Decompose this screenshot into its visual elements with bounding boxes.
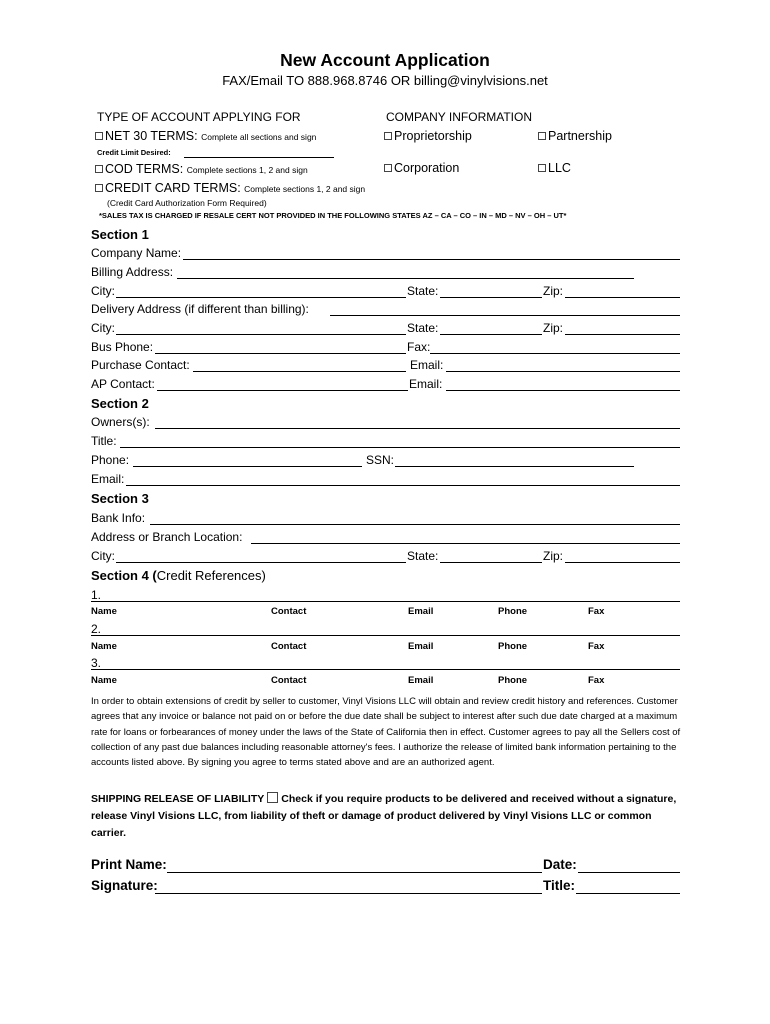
sales-tax-note: *SALES TAX IS CHARGED IF RESALE CERT NOT PROVIDED IN THE FOLLOWING STATES AZ – CA – CO – IN – MD – NV – OH – UT*	[99, 211, 567, 220]
ref1-field[interactable]	[91, 601, 680, 602]
date-label: Date:	[543, 857, 577, 872]
partnership-option[interactable]: Partnership	[538, 129, 612, 143]
purchase-email-field[interactable]	[446, 371, 680, 372]
llc-option[interactable]: LLC	[538, 161, 571, 175]
delivery-address-field[interactable]	[330, 315, 680, 316]
company-name-label: Company Name:	[91, 246, 182, 260]
page-title: New Account Application	[280, 50, 490, 70]
delivery-zip-field[interactable]	[565, 334, 680, 335]
terms-paragraph: In order to obtain extensions of credit by seller to customer, Vinyl Visions LLC will obtain and review credit history and references. Customer agrees that any invoice or balance not paid on or before the due date shall be subject to interest after such due date charged at a maximum rate for loans or forbearances of money under the laws of the State of California then in effect. Customer agrees to pay all the Sellers cost of collection of any past due balances including reasonable attorney's fees. I authorize the release of limited bank information pertaining to the accounts listed above. By signing you agree to terms stated above and are an authorized agent.	[91, 696, 681, 769]
ap-email-field[interactable]	[446, 390, 680, 391]
owners-label: Owners(s):	[91, 415, 150, 429]
credit-card-option[interactable]: CREDIT CARD TERMS: Complete sections 1, 2 and sign	[95, 181, 365, 195]
delivery-zip-label: Zip:	[543, 321, 564, 335]
section1-heading: Section 1	[91, 227, 149, 242]
ref3-email-label: Email	[408, 675, 434, 686]
proprietorship-option[interactable]: Proprietorship	[384, 129, 472, 143]
ref1-contact-label: Contact	[271, 606, 307, 617]
sig-title-field[interactable]	[576, 893, 680, 894]
cod-option[interactable]: COD TERMS: Complete sections 1, 2 and sign	[95, 162, 308, 176]
shipping-release-text: Check if you require products to be delivered and received without a signature, release Vinyl Visions LLC, from liability of theft or damage of product delivered by Vinyl Visions LLC or common carrier.	[91, 793, 677, 839]
print-name-field[interactable]	[167, 872, 542, 873]
ref2-name-label: Name	[91, 641, 117, 652]
fax-label: Fax:	[407, 340, 431, 354]
shipping-release	[91, 791, 686, 842]
title-field[interactable]	[120, 447, 680, 448]
title-label: Title:	[91, 434, 117, 448]
corporation-option[interactable]: Corporation	[384, 161, 459, 175]
delivery-state-label: State:	[407, 321, 439, 335]
bank-state-label: State:	[407, 549, 439, 563]
ap-contact-field[interactable]	[157, 390, 408, 391]
section4-heading: Section 4 (Credit References)	[91, 568, 266, 583]
account-type-heading: TYPE OF ACCOUNT APPLYING FOR	[97, 110, 301, 124]
llc-checkbox[interactable]	[538, 164, 546, 172]
purchase-contact-label: Purchase Contact:	[91, 358, 190, 372]
email-label: Email:	[91, 472, 125, 486]
bus-phone-label: Bus Phone:	[91, 340, 154, 354]
ref1-phone-label: Phone	[498, 606, 528, 617]
credit-limit-line[interactable]	[184, 157, 334, 158]
ref2-fax-label: Fax	[588, 641, 605, 652]
ref3-field[interactable]	[91, 669, 680, 670]
email-field[interactable]	[126, 485, 680, 486]
company-name-field[interactable]	[183, 259, 680, 260]
bank-info-label: Bank Info:	[91, 511, 146, 525]
print-name-label: Print Name:	[91, 857, 167, 872]
purchase-email-label: Email:	[410, 358, 444, 372]
zip-field[interactable]	[565, 297, 680, 298]
phone-label: Phone:	[91, 453, 130, 467]
billing-address-field[interactable]	[177, 278, 634, 279]
date-field[interactable]	[578, 872, 680, 873]
fax-field[interactable]	[430, 353, 680, 354]
section3-heading: Section 3	[91, 491, 149, 506]
ref1-fax-label: Fax	[588, 606, 605, 617]
corporation-checkbox[interactable]	[384, 164, 392, 172]
delivery-address-label: Delivery Address (if different than billing):	[91, 302, 309, 316]
shipping-release-checkbox[interactable]	[267, 792, 278, 803]
ref2-field[interactable]	[91, 635, 680, 636]
bank-info-field[interactable]	[150, 524, 680, 525]
bank-zip-field[interactable]	[565, 562, 680, 563]
zip-label: Zip:	[543, 284, 564, 298]
ref3-fax-label: Fax	[588, 675, 605, 686]
branch-location-label: Address or Branch Location:	[91, 530, 243, 544]
fax-email-line: FAX/Email TO 888.968.8746 OR billing@vinylvisions.net	[222, 73, 548, 88]
phone-field[interactable]	[133, 466, 362, 467]
ap-email-label: Email:	[409, 377, 443, 391]
proprietorship-checkbox[interactable]	[384, 132, 392, 140]
ref1-name-label: Name	[91, 606, 117, 617]
delivery-city-field[interactable]	[116, 334, 406, 335]
ref1-number: 1.	[91, 588, 102, 602]
delivery-state-field[interactable]	[440, 334, 542, 335]
net30-checkbox[interactable]	[95, 132, 103, 140]
ref3-contact-label: Contact	[271, 675, 307, 686]
billing-address-label: Billing Address:	[91, 265, 174, 279]
purchase-contact-field[interactable]	[193, 371, 406, 372]
delivery-city-label: City:	[91, 321, 115, 335]
ssn-field[interactable]	[395, 466, 634, 467]
signature-field[interactable]	[155, 893, 542, 894]
ssn-label: SSN:	[366, 453, 395, 467]
section2-heading: Section 2	[91, 396, 149, 411]
branch-location-field[interactable]	[251, 543, 680, 544]
ref3-number: 3.	[91, 656, 102, 670]
cod-checkbox[interactable]	[95, 165, 103, 173]
credit-card-checkbox[interactable]	[95, 184, 103, 192]
credit-card-note: (Credit Card Authorization Form Required)	[107, 198, 267, 208]
ap-contact-label: AP Contact:	[91, 377, 155, 391]
owners-field[interactable]	[155, 428, 680, 429]
signature-label: Signature:	[91, 878, 158, 893]
bus-phone-field[interactable]	[155, 353, 406, 354]
credit-limit-label: Credit Limit Desired:	[97, 148, 171, 157]
ref3-phone-label: Phone	[498, 675, 528, 686]
bank-zip-label: Zip:	[543, 549, 564, 563]
ref1-email-label: Email	[408, 606, 434, 617]
bank-city-label: City:	[91, 549, 115, 563]
bank-state-field[interactable]	[440, 562, 542, 563]
state-label: State:	[407, 284, 439, 298]
sig-title-label: Title:	[543, 878, 576, 893]
city-label: City:	[91, 284, 115, 298]
ref2-phone-label: Phone	[498, 641, 528, 652]
ref3-name-label: Name	[91, 675, 117, 686]
state-field[interactable]	[440, 297, 542, 298]
ref2-email-label: Email	[408, 641, 434, 652]
city-field[interactable]	[116, 297, 406, 298]
ref2-number: 2.	[91, 622, 102, 636]
ref2-contact-label: Contact	[271, 641, 307, 652]
bank-city-field[interactable]	[116, 562, 406, 563]
net30-option[interactable]: NET 30 TERMS: Complete all sections and sign	[95, 129, 316, 143]
shipping-release-label: SHIPPING RELEASE OF LIABILITY	[91, 793, 265, 805]
partnership-checkbox[interactable]	[538, 132, 546, 140]
company-info-heading: COMPANY INFORMATION	[386, 110, 533, 124]
